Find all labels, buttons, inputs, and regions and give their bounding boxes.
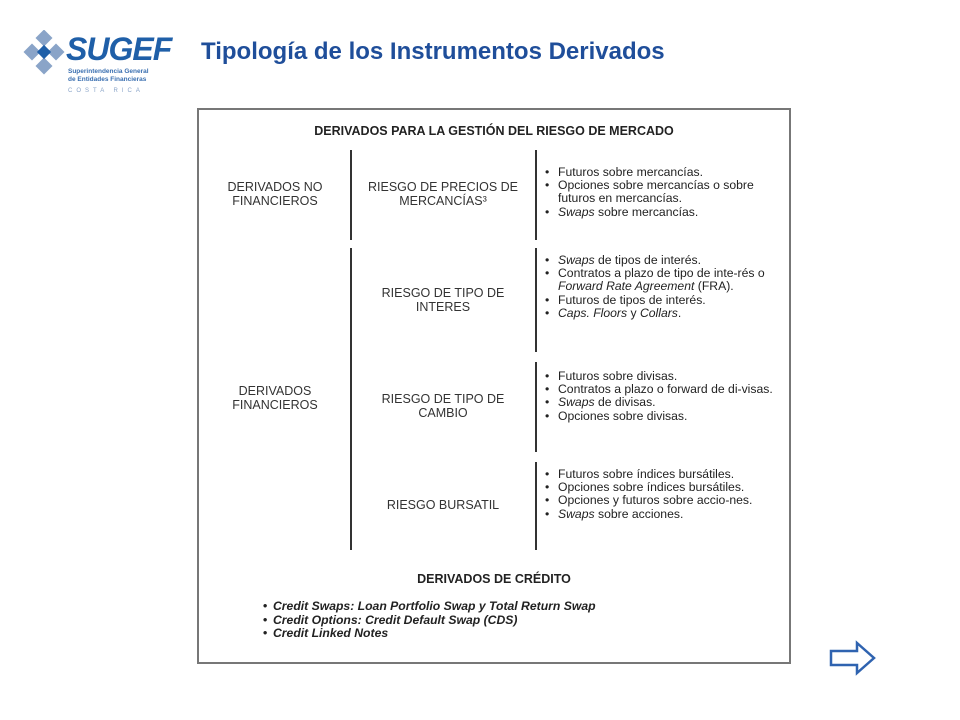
list-item: • Swaps de tipos de interés. — [543, 254, 788, 267]
list-item: • Futuros de tipos de interés. — [543, 294, 788, 307]
page-title: Tipología de los Instrumentos Derivados — [201, 38, 665, 65]
list-item: • Contratos a plazo de tipo de inte-rés o Forward Rate Agreement (FRA). — [543, 267, 788, 293]
list-item: • Futuros sobre mercancías. — [543, 166, 788, 179]
list-item: • Opciones sobre índices bursátiles. — [543, 481, 788, 494]
exchange-rate-instruments-list — [543, 370, 788, 423]
list-item: • Swaps de divisas. — [543, 396, 788, 409]
list-item: • Opciones sobre divisas. — [543, 410, 788, 423]
sugef-logo — [22, 30, 182, 102]
stock-market-instruments-list — [543, 468, 788, 521]
list-item: • Caps. Floors y Collars. — [543, 307, 788, 320]
credit-derivatives-header: DERIVADOS DE CRÉDITO — [417, 572, 571, 586]
logo-diamonds-icon — [22, 30, 66, 86]
list-item: • Credit Linked Notes — [263, 627, 596, 641]
derivatives-table — [197, 108, 791, 664]
risk-stock-market: RIESGO BURSATIL — [386, 498, 500, 512]
risk-interest-rate: RIESGO DE TIPO DE INTERES — [381, 286, 505, 314]
list-item: • Credit Options: Credit Default Swap (CDS) — [263, 614, 596, 628]
logo-brand: SUGEF — [66, 31, 172, 67]
divider-risk-1 — [535, 150, 537, 240]
credit-derivatives-list — [263, 600, 596, 641]
category-non-financial: DERIVADOS NO FINANCIEROS — [227, 180, 323, 208]
interest-rate-instruments-list — [543, 254, 788, 320]
list-item: • Opciones y futuros sobre accio-nes. — [543, 494, 788, 507]
commodity-instruments-list — [543, 166, 788, 219]
list-item: • Swaps sobre mercancías. — [543, 206, 788, 219]
list-item: • Opciones sobre mercancías o sobre futuros en mercancías. — [543, 179, 788, 205]
divider-risk-3 — [535, 362, 537, 452]
arrow-right-icon[interactable] — [828, 640, 878, 676]
logo-subtitle: Superintendencia General de Entidades Financieras — [68, 68, 149, 83]
divider-risk-4 — [535, 462, 537, 550]
list-item: • Credit Swaps: Loan Portfolio Swap y Total Return Swap — [263, 600, 596, 614]
list-item: • Futuros sobre índices bursátiles. — [543, 468, 788, 481]
risk-exchange-rate: RIESGO DE TIPO DE CAMBIO — [381, 392, 505, 420]
list-item: • Swaps sobre acciones. — [543, 508, 788, 521]
divider-cat-1 — [350, 150, 352, 240]
divider-cat-2 — [350, 248, 352, 550]
list-item: • Futuros sobre divisas. — [543, 370, 788, 383]
risk-commodity: RIESGO DE PRECIOS DE MERCANCÍAS³ — [367, 180, 519, 208]
category-financial: DERIVADOS FINANCIEROS — [232, 384, 318, 412]
divider-risk-2 — [535, 248, 537, 352]
list-item: • Contratos a plazo o forward de di-visas. — [543, 383, 788, 396]
market-risk-header: DERIVADOS PARA LA GESTIÓN DEL RIESGO DE MERCADO — [314, 124, 674, 138]
logo-tagline: COSTA RICA — [68, 88, 144, 94]
